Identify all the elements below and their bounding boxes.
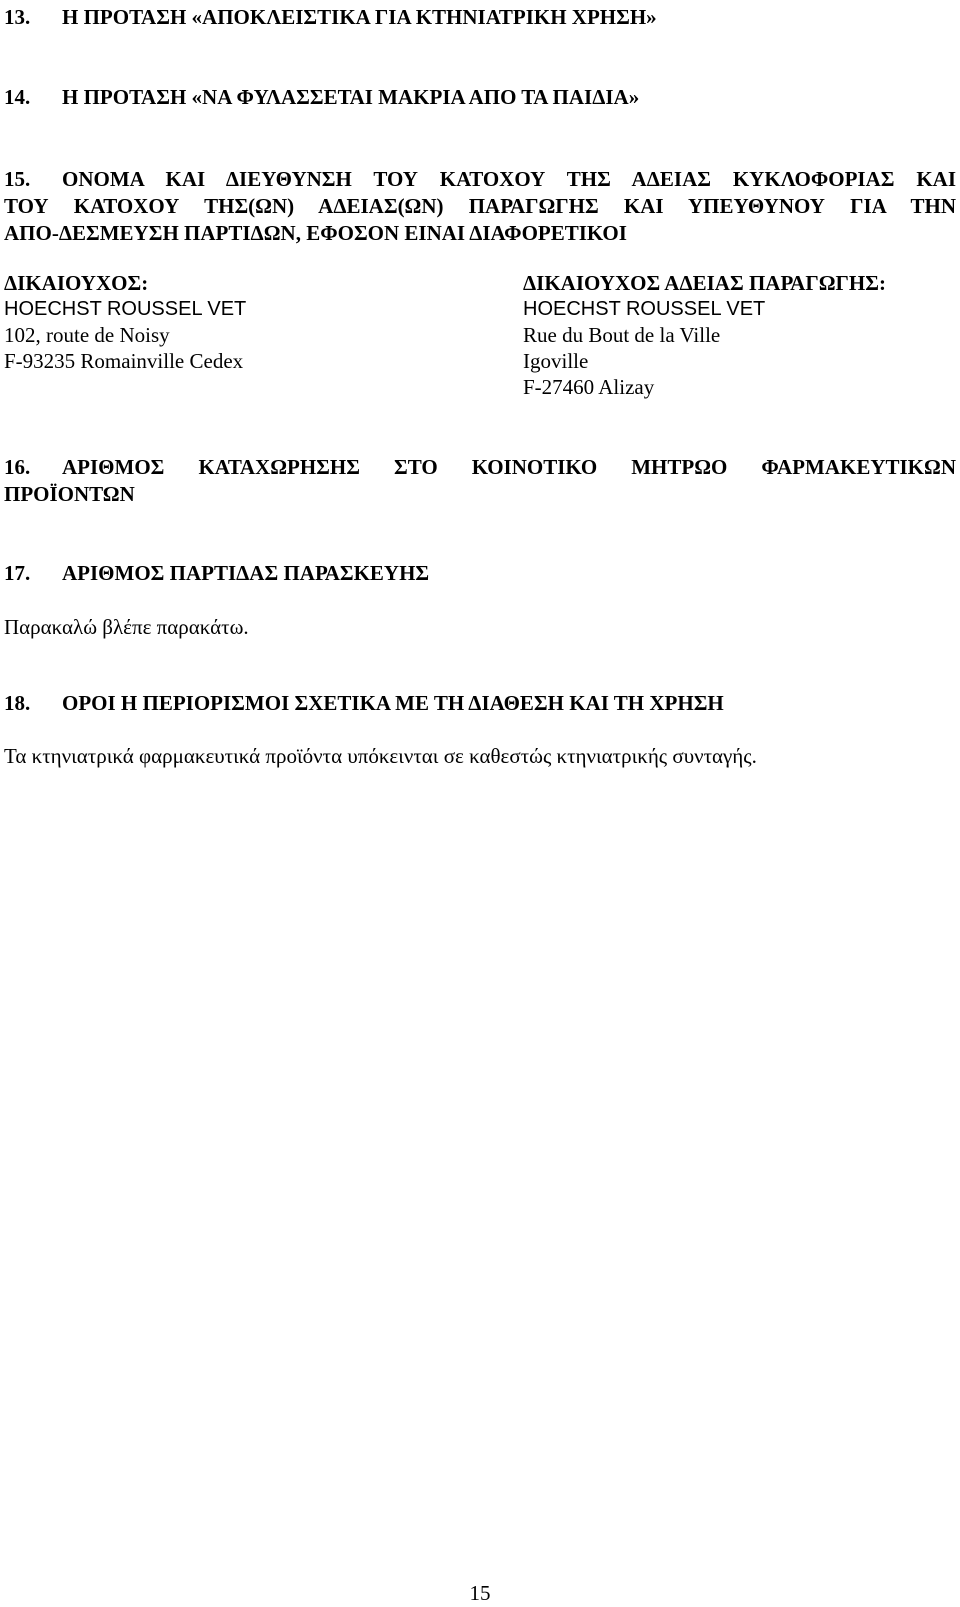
section-17-text: Παρακαλώ βλέπε παρακάτω.: [4, 615, 249, 639]
marketing-holder-address-1: 102, route de Noisy: [4, 323, 170, 347]
section-18-text: Τα κτηνιατρικά φαρμακευτικά προϊόντα υπόκεινται σε καθεστώς κτηνιατρικής συνταγής.: [4, 744, 757, 768]
manufacturing-holder-label: ΔΙΚΑΙΟΥΧΟΣ ΑΔΕΙΑΣ ΠΑΡΑΓΩΓΗΣ:: [523, 271, 886, 295]
section-13-title: Η ΠΡΟΤΑΣΗ «ΑΠΟΚΛΕΙΣΤΙΚΑ ΓΙΑ ΚΤΗΝΙΑΤΡΙΚΗ ΧΡΗΣΗ»: [62, 5, 657, 29]
section-13-number: 13.: [4, 5, 31, 29]
section-18-heading: [4, 690, 956, 716]
section-15-number: 15.: [4, 167, 31, 191]
section-18-title: ΟΡΟΙ Η ΠΕΡΙΟΡΙΣΜΟΙ ΣΧΕΤΙΚΑ ΜΕ ΤΗ ΔΙΑΘΕΣΗ ΚΑΙ ΤΗ ΧΡΗΣΗ: [62, 691, 724, 715]
section-14-title: Η ΠΡΟΤΑΣΗ «ΝΑ ΦΥΛΑΣΣΕΤΑΙ ΜΑΚΡΙΑ ΑΠΟ ΤΑ ΠΑΙΔΙΑ»: [62, 85, 640, 109]
section-16-heading: [4, 454, 956, 507]
manufacturing-holder-address-3: F-27460 Alizay: [523, 375, 655, 399]
section-18-number: 18.: [4, 691, 31, 715]
section-14-heading: [4, 84, 956, 110]
marketing-holder-block: [4, 270, 504, 374]
section-16-title-line-1: ΑΡΙΘΜΟΣ ΚΑΤΑΧΩΡΗΣΗΣ ΣΤΟ ΚΟΙΝΟΤΙΚΟ ΜΗΤΡΩΟ ΦΑΡΜΑΚΕΥΤΙΚΩΝ: [62, 455, 956, 479]
section-17-title: ΑΡΙΘΜΟΣ ΠΑΡΤΙΔΑΣ ΠΑΡΑΣΚΕΥΗΣ: [62, 561, 430, 585]
marketing-holder-label: ΔΙΚΑΙΟΥΧΟΣ:: [4, 271, 149, 295]
section-17-heading: [4, 560, 956, 586]
manufacturing-holder-address-1: Rue du Bout de la Ville: [523, 323, 721, 347]
section-14-number: 14.: [4, 85, 31, 109]
section-16-number: 16.: [4, 455, 31, 479]
marketing-holder-address-2: F-93235 Romainville Cedex: [4, 349, 244, 373]
section-16-title-line-2: ΠΡΟΪΟΝΤΩΝ: [4, 482, 135, 506]
section-15-title-line-1: ΟΝΟΜΑ ΚΑΙ ΔΙΕΥΘΥΝΣΗ ΤΟΥ ΚΑΤΟΧΟΥ ΤΗΣ ΑΔΕΙΑΣ ΚΥΚΛΟΦΟΡΙΑΣ ΚΑΙ: [62, 167, 956, 191]
section-13-heading: [4, 4, 956, 30]
section-15-title-line-2: ΤΟΥ ΚΑΤΟΧΟΥ ΤΗΣ(ΩΝ) ΑΔΕΙΑΣ(ΩΝ) ΠΑΡΑΓΩΓΗΣ ΚΑΙ ΥΠΕΥΘΥΝΟΥ ΓΙΑ ΤΗΝ: [4, 194, 956, 218]
manufacturing-holder-block: [523, 270, 953, 400]
section-15-title-line-3: ΑΠΟ-ΔΕΣΜΕΥΣΗ ΠΑΡΤΙΔΩΝ, ΕΦΟΣΟΝ ΕΙΝΑΙ ΔΙΑΦΟΡΕΤΙΚΟΙ: [4, 221, 627, 245]
manufacturing-holder-name: HOECHST ROUSSEL VET: [523, 298, 766, 320]
section-15-heading: [4, 166, 956, 246]
manufacturing-holder-address-2: Igoville: [523, 349, 589, 373]
section-17-number: 17.: [4, 561, 31, 585]
marketing-holder-name: HOECHST ROUSSEL VET: [4, 298, 247, 320]
page-number: 15: [469, 1581, 491, 1605]
